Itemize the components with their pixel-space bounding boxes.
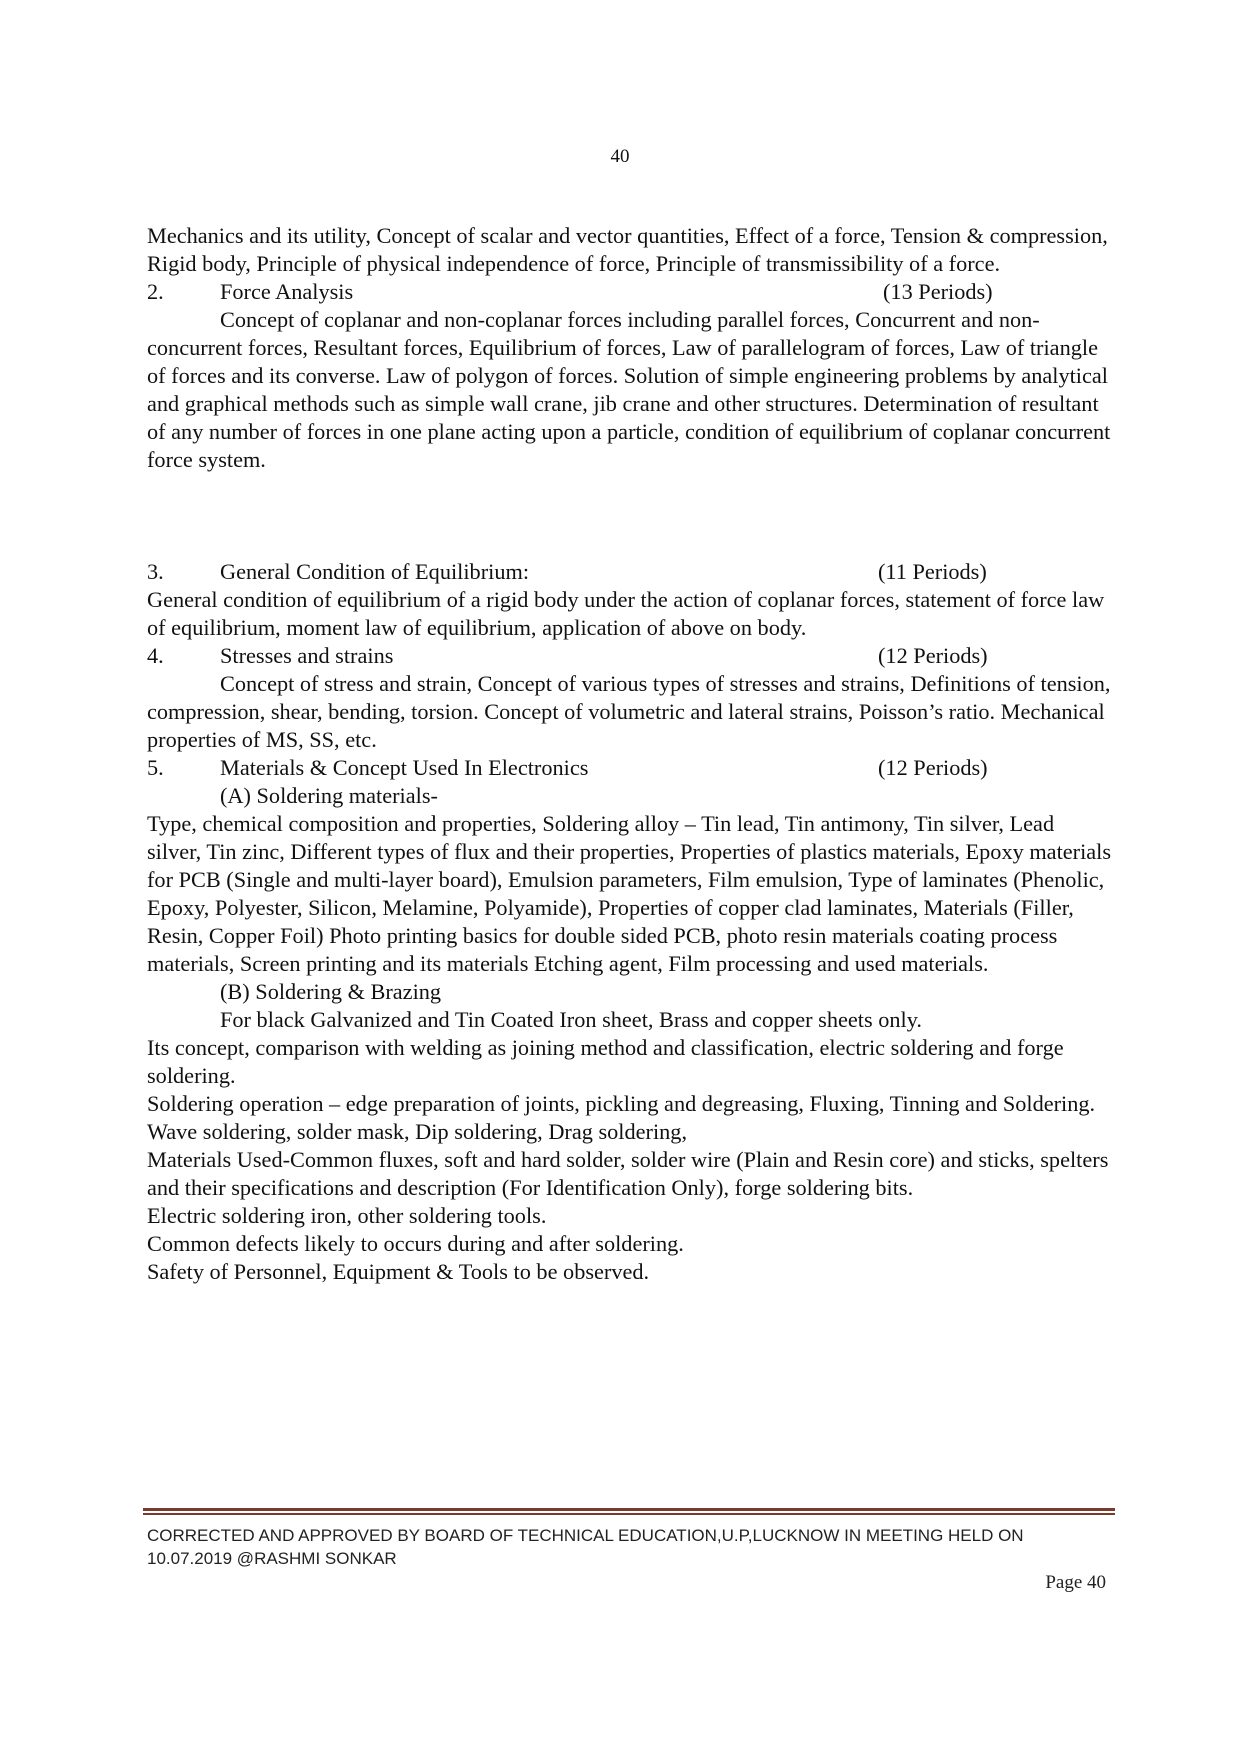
- subsection-body-soldering-materials: Type, chemical composition and properties, Soldering alloy – Tin lead, Tin antimony, Tin silver, Lead silver, Tin zinc, Different types of flux and their properties, Properties of plastics materials, Epoxy materials for PCB (Single and multi-layer board), Emulsion parameters, Film emulsion, Type of laminates (Phenolic, Epoxy, Polyester, Silicon, Melamine, Polyamide), Properties of copper clad laminates, Materials (Filler, Resin, Copper Foil) Photo printing basics for double sided PCB, photo resin materials coating process materials, Screen printing and its materials Etching agent, Film processing and used materials.: [147, 811, 1112, 976]
- section-number: 4.: [147, 643, 164, 668]
- section-title: General Condition of Equilibrium:: [220, 559, 530, 584]
- section-periods: (12 Periods): [878, 643, 988, 668]
- spacer: [147, 474, 1112, 558]
- footer-approval-line: 10.07.2019 @RASHMI SONKAR: [147, 1549, 397, 1568]
- section-title: Stresses and strains: [220, 643, 394, 668]
- section-periods: (11 Periods): [878, 559, 987, 584]
- section-heading-force-analysis: [147, 278, 1112, 306]
- section-heading-stresses: [147, 642, 1112, 670]
- section-heading-materials: [147, 754, 1112, 782]
- section-periods: (13 Periods): [883, 279, 993, 304]
- section-number: 3.: [147, 559, 164, 584]
- syllabus-content: [147, 222, 1112, 1286]
- section-number: 5.: [147, 755, 164, 780]
- content-line: Common defects likely to occurs during and after soldering.: [147, 1231, 684, 1256]
- section-heading-equilibrium: [147, 558, 1112, 586]
- content-line: Soldering operation – edge preparation of joints, pickling and degreasing, Fluxing, Tinning and Soldering. Wave soldering, solder mask, Dip soldering, Drag soldering,: [147, 1091, 1096, 1144]
- subsection-title-soldering-brazing: (B) Soldering & Brazing: [220, 979, 442, 1004]
- section-title: Materials & Concept Used In Electronics: [220, 755, 589, 780]
- section-number: 2.: [147, 279, 164, 304]
- subsection-scope-soldering-brazing: For black Galvanized and Tin Coated Iron sheet, Brass and copper sheets only.: [220, 1007, 922, 1032]
- content-line: Safety of Personnel, Equipment & Tools to be observed.: [147, 1259, 650, 1284]
- section-periods: (12 Periods): [878, 755, 988, 780]
- content-line: Electric soldering iron, other soldering tools.: [147, 1203, 547, 1228]
- section-body-equilibrium: General condition of equilibrium of a rigid body under the action of coplanar forces, statement of force law of equilibrium, moment law of equilibrium, application of above on body.: [147, 587, 1105, 640]
- content-line: Materials Used-Common fluxes, soft and hard solder, solder wire (Plain and Resin core) and sticks, spelters and their specifications and description (For Identification Only), forge soldering bits.: [147, 1147, 1109, 1200]
- footer-page-label: Page 40: [1045, 1572, 1106, 1593]
- section-title: Force Analysis: [220, 279, 354, 304]
- section-body-stresses: Concept of stress and strain, Concept of various types of stresses and strains, Definitions of tension, compression, shear, bending, torsion. Concept of volumetric and lateral strains, Poisson’s ratio. Mechanical properties of MS, SS, etc.: [147, 671, 1111, 752]
- intro-paragraph: Mechanics and its utility, Concept of scalar and vector quantities, Effect of a force, Tension & compression, Rigid body, Principle of physical independence of force, Principle of transmissibility of a force.: [147, 223, 1108, 276]
- footer-approval-note: [147, 1524, 1117, 1570]
- footer-divider: [143, 1508, 1115, 1516]
- subsection-title-soldering-materials: (A) Soldering materials-: [220, 783, 438, 808]
- content-line: Its concept, comparison with welding as joining method and classification, electric soldering and forge soldering.: [147, 1035, 1064, 1088]
- section-body-force-analysis: Concept of coplanar and non-coplanar forces including parallel forces, Concurrent and non-concurrent forces, Resultant forces, Equilibrium of forces, Law of parallelogram of forces, Law of triangle of forces and its converse. Law of polygon of forces. Solution of simple engineering problems by analytical and graphical methods such as simple wall crane, jib crane and other structures. Determination of resultant of any number of forces in one plane acting upon a particle, condition of equilibrium of coplanar concurrent force system.: [147, 307, 1111, 472]
- footer-approval-line: CORRECTED AND APPROVED BY BOARD OF TECHNICAL EDUCATION,U.P,LUCKNOW IN MEETING HELD ON: [147, 1526, 1024, 1545]
- page-number-top: 40: [610, 146, 630, 167]
